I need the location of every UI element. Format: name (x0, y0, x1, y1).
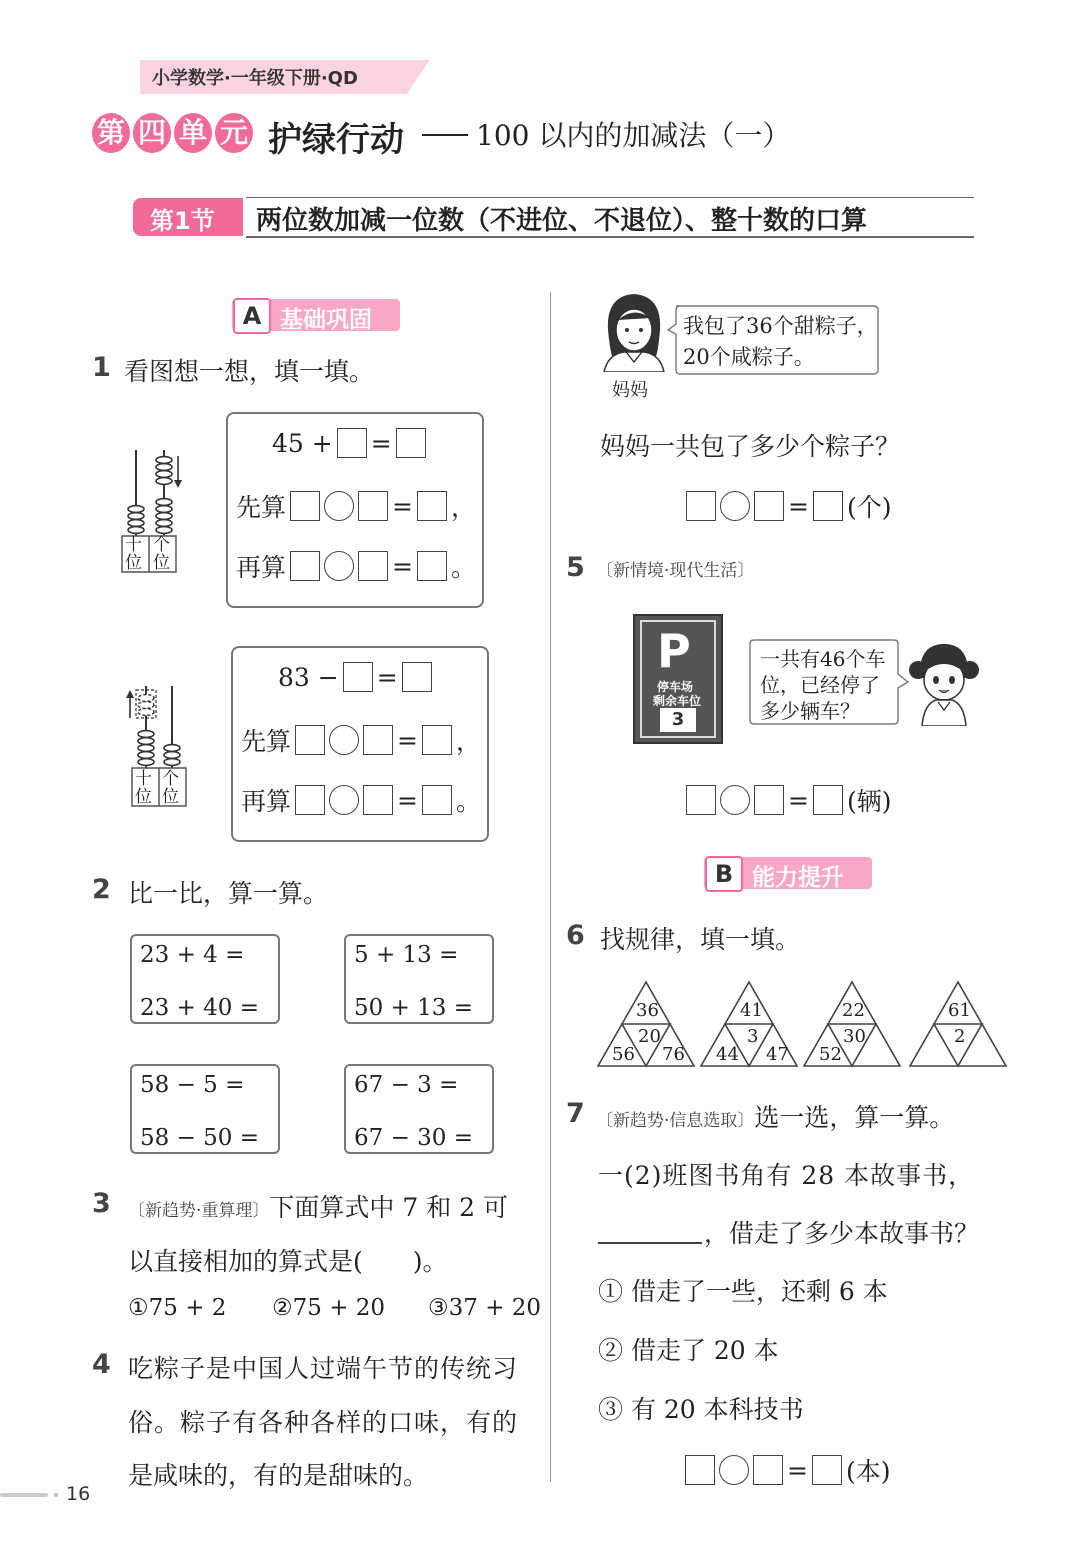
q4-number: 4 (92, 1349, 111, 1380)
answer-box[interactable] (295, 725, 325, 755)
equals-sign: = (397, 785, 418, 815)
unit-label: (辆) (846, 787, 892, 816)
unit-badge-char: 第 (92, 113, 130, 153)
unit-label: (个) (846, 493, 892, 522)
step-label: 先算 (236, 493, 287, 522)
equals-sign: = (787, 1455, 808, 1485)
step-label: 再算 (236, 553, 287, 582)
q7-blank[interactable] (598, 1242, 702, 1244)
abacus-label-ones: 个位 (153, 535, 170, 573)
abacus-label-tens: 十位 (135, 769, 152, 807)
q3-option[interactable]: ③37 + 20 (428, 1295, 542, 1321)
operator-circle[interactable] (720, 491, 750, 521)
answer-box[interactable] (290, 491, 320, 521)
q1-part2-expr (278, 662, 432, 692)
calc-box (344, 934, 494, 1024)
calc-line: 58 − 50 = (140, 1125, 260, 1151)
equals-sign: = (376, 662, 398, 692)
q4-question: 妈妈一共包了多少个粽子？ (600, 432, 901, 461)
abacus-label-ones: 个位 (162, 769, 179, 807)
q7-number: 7 (566, 1098, 585, 1129)
calc-line: 23 + 4 = (140, 942, 245, 968)
answer-box[interactable] (686, 491, 716, 521)
q3-number: 3 (92, 1188, 111, 1219)
q7-option[interactable]: ① 借走了一些，还剩 6 本 (598, 1277, 888, 1306)
unit-title: 护绿行动 (268, 120, 404, 160)
equals-sign: = (788, 785, 809, 815)
q3-line2: 以直接相加的算式是( )。 (128, 1247, 448, 1276)
operator-circle[interactable] (329, 725, 359, 755)
answer-box[interactable] (358, 551, 388, 581)
equals-sign: = (397, 725, 418, 755)
q1-part1-expr (272, 428, 426, 458)
operator-circle[interactable] (720, 785, 750, 815)
answer-box[interactable] (422, 785, 452, 815)
operator-circle[interactable] (324, 551, 354, 581)
section-topline (246, 197, 974, 198)
q1-part2-first (241, 722, 481, 758)
triangle-top: 41 (740, 1000, 763, 1021)
part-a-label: 基础巩固 (280, 307, 372, 333)
answer-box[interactable] (813, 785, 843, 815)
punct: 。 (450, 553, 476, 582)
girl-illustration (908, 638, 980, 726)
punct: ， (450, 493, 476, 522)
triangle-top: 22 (842, 1000, 865, 1021)
triangle-top: 36 (636, 1000, 659, 1021)
answer-box[interactable] (290, 551, 320, 581)
triangle-right: 47 (766, 1044, 789, 1065)
answer-box[interactable] (396, 428, 426, 458)
q1-part2-then (241, 782, 481, 818)
triangle-mid: 3 (747, 1026, 759, 1047)
triangle-left: 44 (716, 1044, 739, 1065)
q7-head (596, 1098, 954, 1134)
unit-badge-char: 元 (215, 113, 253, 153)
calc-line: 23 + 40 = (140, 995, 260, 1021)
q7-tag: 〔新趋势·信息选取〕 (596, 1111, 755, 1131)
part-a-letter: A (233, 298, 271, 334)
equals-sign: = (392, 491, 413, 521)
speech-line: 20个咸粽子。 (683, 345, 815, 369)
punct: ， (455, 727, 481, 756)
equals-sign: = (788, 491, 809, 521)
answer-box[interactable] (417, 551, 447, 581)
punct: 。 (455, 787, 481, 816)
q5-answer-row (686, 782, 891, 818)
q7-line2: ，借走了多少本故事书？ (704, 1219, 980, 1248)
parking-p: P (657, 624, 691, 678)
speech-line: 我包了36个甜粽子， (683, 314, 878, 338)
answer-box[interactable] (754, 785, 784, 815)
triangle-mid: 20 (638, 1026, 661, 1047)
calc-line: 67 − 3 = (354, 1072, 459, 1098)
q3-line1-text: 下面算式中 7 和 2 可 (269, 1193, 509, 1222)
q7-lead: 选一选，算一算。 (754, 1103, 955, 1132)
q6-text: 找规律，填一填。 (600, 925, 801, 954)
unit-badge (92, 113, 253, 153)
step-label: 先算 (241, 727, 292, 756)
q4-line: 吃粽子是中国人过端午节的传统习 (128, 1354, 519, 1383)
answer-box[interactable] (422, 725, 452, 755)
calc-line: 67 − 30 = (354, 1125, 474, 1151)
q3-tag: 〔新趋势·重算理〕 (128, 1201, 270, 1221)
answer-box[interactable] (358, 491, 388, 521)
q1-part1-then (236, 548, 476, 584)
q2-number: 2 (92, 874, 111, 905)
answer-box[interactable] (402, 662, 432, 692)
unit-dash (422, 134, 468, 136)
expr-text: 45 + (272, 428, 333, 458)
answer-box[interactable] (812, 1455, 842, 1485)
q5-tag: 〔新情境·现代生活〕 (596, 561, 755, 581)
answer-box[interactable] (295, 785, 325, 815)
q1-number: 1 (92, 352, 111, 383)
q7-answer-row (685, 1452, 890, 1488)
page-number: 16 (66, 1483, 91, 1505)
equals-sign: = (392, 551, 413, 581)
q4-answer-row (686, 488, 891, 524)
triangle-mid: 2 (954, 1026, 966, 1047)
speech-line: 一共有46个车 (760, 647, 886, 671)
section-badge: 第1节 (150, 207, 215, 235)
answer-box[interactable] (417, 491, 447, 521)
part-b-letter: B (705, 856, 743, 892)
operator-circle[interactable] (329, 785, 359, 815)
answer-box[interactable] (754, 491, 784, 521)
answer-box[interactable] (337, 428, 367, 458)
q5-number: 5 (566, 552, 585, 583)
q7-line1: 一(2)班图书角有 28 本故事书， (598, 1161, 975, 1190)
operator-circle[interactable] (324, 491, 354, 521)
part-b-label: 能力提升 (752, 865, 844, 891)
answer-box[interactable] (343, 662, 373, 692)
answer-box[interactable] (363, 785, 393, 815)
calc-box (130, 934, 280, 1024)
q3-option[interactable]: ②75 + 20 (272, 1295, 386, 1321)
unit-badge-char: 单 (174, 113, 212, 153)
answer-box[interactable] (685, 1455, 715, 1485)
q7-option[interactable]: ③ 有 20 本科技书 (598, 1395, 804, 1424)
parking-line2: 剩余车位 (653, 694, 702, 708)
operator-circle[interactable] (719, 1455, 749, 1485)
parking-line1: 停车场 (657, 680, 694, 694)
q6-number: 6 (566, 920, 585, 951)
answer-box[interactable] (813, 491, 843, 521)
column-divider (550, 292, 551, 1482)
unit-badge-char: 四 (133, 113, 171, 153)
mom-label: 妈妈 (612, 380, 648, 401)
q4-line: 俗。粽子有各种各样的口味，有的 (128, 1408, 519, 1437)
unit-subtitle: 100 以内的加减法（一） (476, 119, 791, 152)
speech-line: 多少辆车？ (760, 699, 860, 723)
calc-line: 58 − 5 = (140, 1072, 245, 1098)
expr-text: 83 − (278, 662, 339, 692)
abacus-label-tens: 十位 (125, 535, 142, 573)
q3-option[interactable]: ①75 + 2 (128, 1295, 227, 1321)
answer-box[interactable] (753, 1455, 783, 1485)
unit-label: (本) (845, 1457, 891, 1486)
parking-count: 3 (660, 708, 696, 732)
q1-text: 看图想一想，填一填。 (124, 357, 375, 386)
q4-line: 是咸味的，有的是甜味的。 (128, 1461, 429, 1490)
step-label: 再算 (241, 787, 292, 816)
calc-line: 5 + 13 = (354, 942, 459, 968)
q2-text: 比一比，算一算。 (128, 879, 329, 908)
triangle-left: 52 (819, 1044, 842, 1065)
section-title: 两位数加减一位数（不进位、不退位）、整十数的口算 (256, 206, 868, 236)
triangle-left: 56 (612, 1044, 635, 1065)
footer-line (0, 1493, 48, 1497)
triangle-top: 61 (948, 1000, 971, 1021)
answer-box[interactable] (363, 725, 393, 755)
footer-dot (54, 1493, 58, 1497)
q1-part1-first (236, 488, 476, 524)
equals-sign: = (370, 428, 392, 458)
q7-option[interactable]: ② 借走了 20 本 (598, 1336, 779, 1365)
triangle-right: 76 (662, 1044, 685, 1065)
calc-box (130, 1064, 280, 1154)
speech-line: 位，已经停了 (760, 673, 880, 697)
answer-box[interactable] (686, 785, 716, 815)
series-label: 小学数学·一年级下册·QD (152, 68, 358, 89)
calc-line: 50 + 13 = (354, 995, 474, 1021)
calc-box (344, 1064, 494, 1154)
triangle-puzzles (596, 978, 1012, 1070)
triangle-mid: 30 (843, 1026, 866, 1047)
q3-line1 (128, 1188, 508, 1224)
mom-illustration (598, 290, 670, 372)
